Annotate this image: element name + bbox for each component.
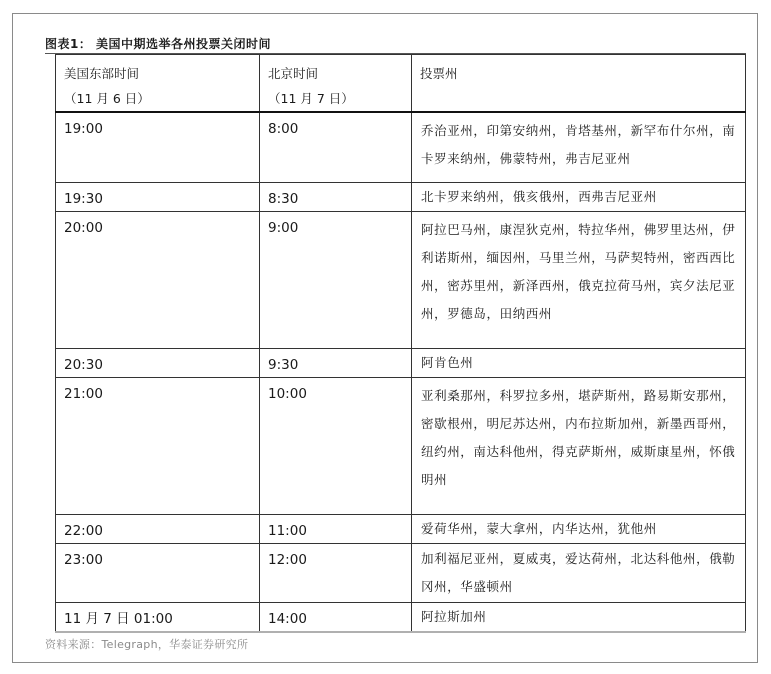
table-row xyxy=(56,602,746,632)
beijing-time-cell: 10:00 xyxy=(260,377,412,514)
est-time-cell: 19:30 xyxy=(56,182,260,211)
beijing-time-cell: 14:00 xyxy=(260,602,412,632)
beijing-time-cell: 12:00 xyxy=(260,543,412,602)
states-cell: 加利福尼亚州，夏威夷，爱达荷州，北达科他州，俄勒冈州，华盛顿州 xyxy=(412,543,746,602)
states-cell: 阿拉巴马州，康涅狄克州，特拉华州，佛罗里达州，伊利诺斯州，缅因州，马里兰州，马萨契特州，密西西比州，密苏里州，新泽西州，俄克拉荷马州，宾夕法尼亚州，罗德岛，田纳西州 xyxy=(412,211,746,348)
table-row xyxy=(56,348,746,377)
est-time-cell: 22:00 xyxy=(56,514,260,543)
table-row xyxy=(56,377,746,514)
table-row xyxy=(56,182,746,211)
est-time-cell: 19:00 xyxy=(56,112,260,182)
states-cell: 爱荷华州，蒙大拿州，内华达州，犹他州 xyxy=(412,514,746,543)
beijing-time-cell: 8:30 xyxy=(260,182,412,211)
table-row xyxy=(56,514,746,543)
states-cell: 北卡罗来纳州，俄亥俄州，西弗吉尼亚州 xyxy=(412,182,746,211)
header-est-date: （11 月 6 日） xyxy=(64,91,150,106)
est-time-cell: 20:30 xyxy=(56,348,260,377)
header-states xyxy=(412,55,746,113)
source-note: 资料来源：Telegraph，华泰证券研究所 xyxy=(45,638,249,651)
states-cell: 亚利桑那州，科罗拉多州，堪萨斯州，路易斯安那州，密歇根州，明尼苏达州，内布拉斯加州，新墨西哥州，纽约州，南达科他州，得克萨斯州，威斯康星州，怀俄明州 xyxy=(412,377,746,514)
poll-closing-table xyxy=(55,54,746,633)
header-beijing-date: （11 月 7 日） xyxy=(268,91,354,106)
header-beijing-label: 北京时间 xyxy=(268,66,319,81)
table-row xyxy=(56,543,746,602)
header-est xyxy=(56,55,260,113)
header-est-label: 美国东部时间 xyxy=(64,66,140,81)
figure-title: 图表1： 美国中期选举各州投票关闭时间 xyxy=(45,37,272,51)
beijing-time-cell: 9:00 xyxy=(260,211,412,348)
beijing-time-cell: 9:30 xyxy=(260,348,412,377)
states-cell: 阿肯色州 xyxy=(412,348,746,377)
est-time-cell: 21:00 xyxy=(56,377,260,514)
table-row xyxy=(56,112,746,182)
header-states-label: 投票州 xyxy=(420,66,458,81)
est-time-cell: 23:00 xyxy=(56,543,260,602)
table-row xyxy=(56,211,746,348)
header-beijing xyxy=(260,55,412,113)
states-cell: 乔治亚州，印第安纳州，肯塔基州，新罕布什尔州，南卡罗来纳州，佛蒙特州，弗吉尼亚州 xyxy=(412,112,746,182)
states-cell: 阿拉斯加州 xyxy=(412,602,746,632)
est-time-cell: 20:00 xyxy=(56,211,260,348)
beijing-time-cell: 8:00 xyxy=(260,112,412,182)
est-time-cell: 11 月 7 日 01:00 xyxy=(56,602,260,632)
beijing-time-cell: 11:00 xyxy=(260,514,412,543)
table-header-row xyxy=(56,55,746,113)
